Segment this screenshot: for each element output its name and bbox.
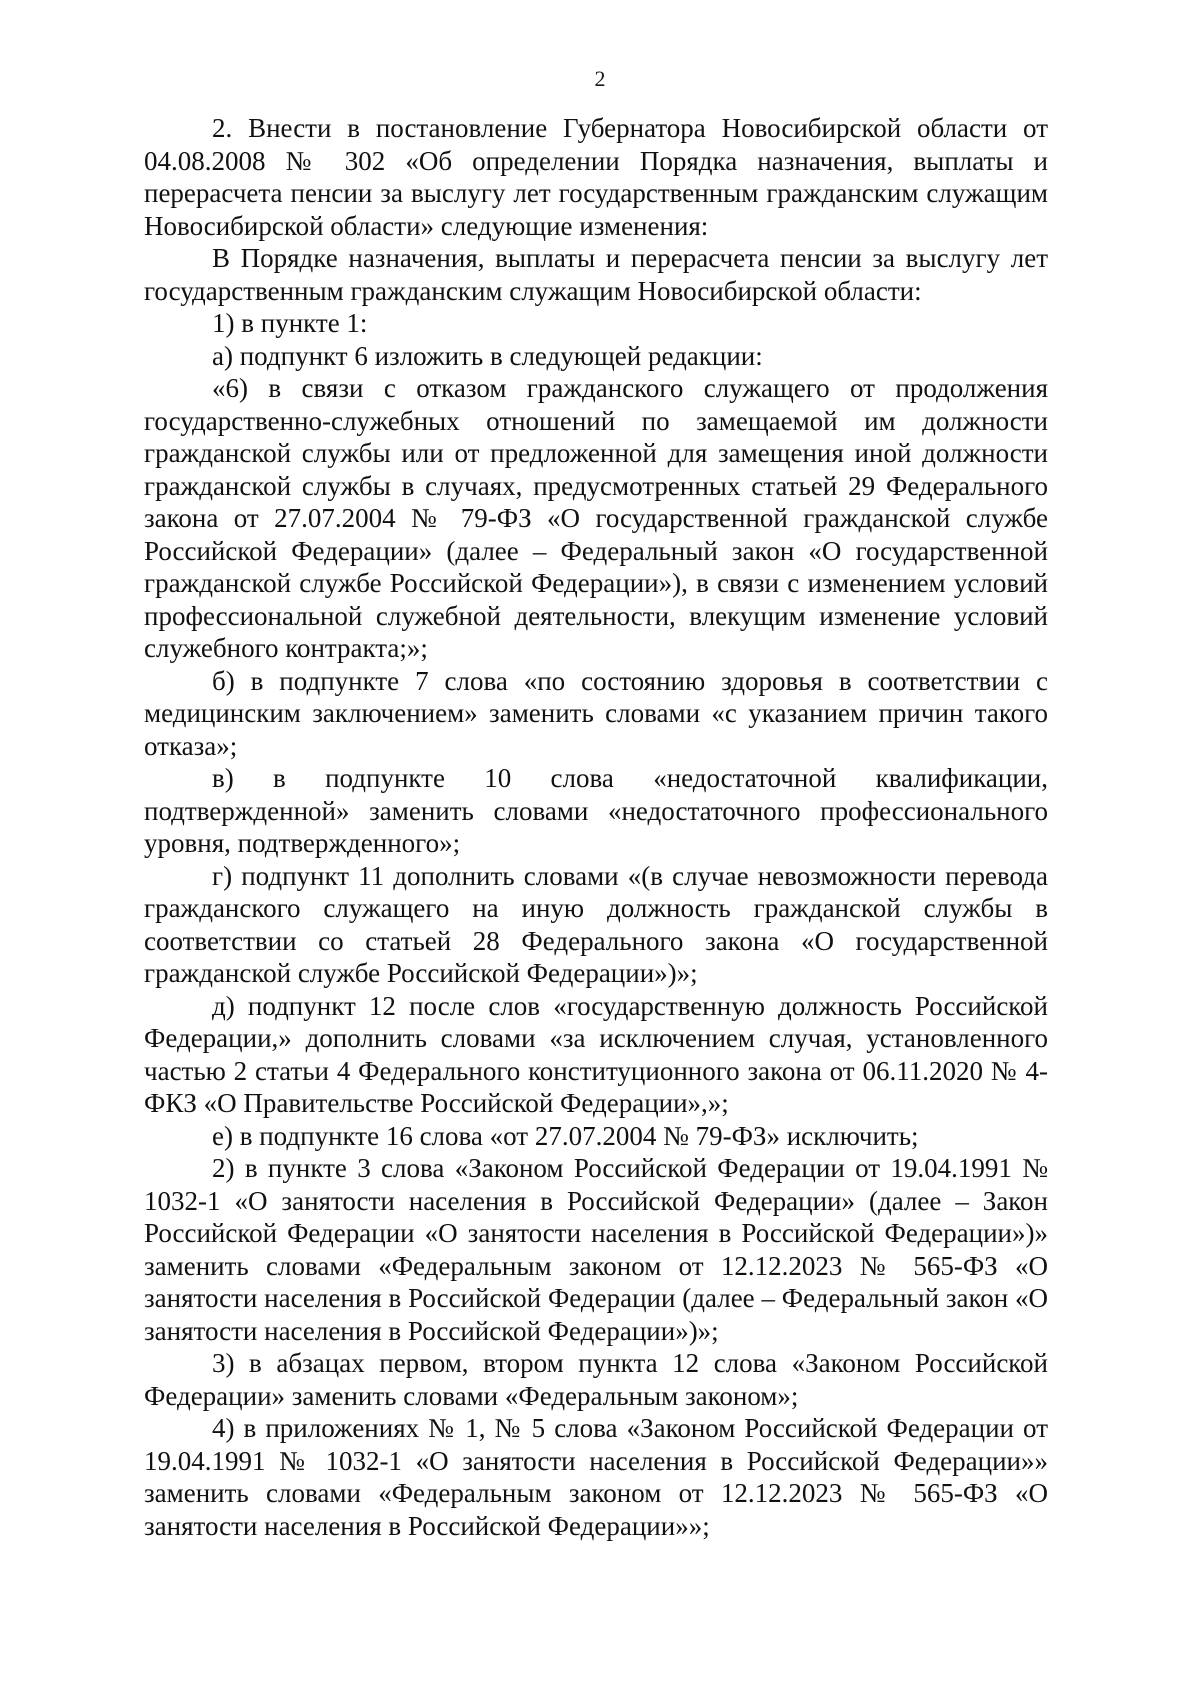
page-number: 2 (594, 66, 606, 91)
paragraph-subitem-b: б) в подпункте 7 слова «по состоянию здоровья в соответствии с медицинским заключением» заменить словами «с указанием причин такого отказа»; (144, 665, 1048, 761)
paragraph-procedure-intro: В Порядке назначения, выплаты и перерасчета пенсии за выслугу лет государственным гражданским служащим Новосибирской области: (144, 243, 1048, 306)
paragraph-point-4: 4) в приложениях № 1, № 5 слова «Законом Российской Федерации от 19.04.1991 № 1032-1 «О занятости населения в Российской Федерации»» заменить словами «Федеральным законом от 12.12.2023 № 565-ФЗ «О занятости населения в Российской Федерации»»; (144, 1413, 1048, 1541)
paragraph-point-3: 3) в абзацах первом, втором пункта 12 слова «Законом Российской Федерации» заменить словами «Федеральным законом»; (144, 1348, 1048, 1411)
paragraph-subitem-v: в) в подпункте 10 слова «недостаточной квалификации, подтвержденной» заменить словами «недостаточного профессионального уровня, подтвержденного»; (144, 763, 1048, 858)
paragraph-point-2: 2) в пункте 3 слова «Законом Российской Федерации от 19.04.1991 № 1032-1 «О занятости населения в Российской Федерации» (далее – Закон Российской Федерации «О занятости населения в Российской Федерации»)» заменить словами «Федеральным законом от 12.12.2023 № 565-ФЗ «О занятости населения в Российской Федерации (далее – Федеральный закон «О занятости населения в Российской Федерации»)»; (144, 1153, 1048, 1346)
paragraph-subitem-e: е) в подпункте 16 слова «от 27.07.2004 № 79-ФЗ» исключить; (212, 1120, 919, 1151)
paragraph-item-2: 2. Внести в постановление Губернатора Новосибирской области от 04.08.2008 № 302 «Об определении Порядка назначения, выплаты и перерасчета пенсии за выслугу лет государственным гражданским служащим Новосибирской области» следующие изменения: (144, 113, 1048, 241)
paragraph-subitem-d: д) подпункт 12 после слов «государственную должность Российской Федерации,» дополнить словами «за исключением случая, установленного частью 2 статьи 4 Федерального конституционного закона от 06.11.2020 № 4-ФКЗ «О Правительстве Российской Федерации»,»; (144, 990, 1048, 1118)
paragraph-subitem-6-text: «6) в связи с отказом гражданского служащего от продолжения государственно-служебных отношений по замещаемой им должности гражданской службы или от предложенной для замещения иной должности гражданской службы в случаях, предусмотренных статьей 29 Федерального закона от 27.07.2004 № 79-ФЗ «О государственной гражданской службе Российской Федерации» (далее – Федеральный закон «О государственной гражданской службе Российской Федерации»), в связи с изменением условий профессиональной служебной деятельности, влекущим изменение условий служебного контракта;»; (144, 373, 1048, 663)
paragraph-subitem-a: а) подпункт 6 изложить в следующей редакции: (212, 340, 763, 371)
paragraph-subitem-g: г) подпункт 11 дополнить словами «(в случае невозможности перевода гражданского служащего на иную должность гражданской службы в соответствии со статьей 28 Федерального закона «О государственной гражданской службе Российской Федерации»)»; (144, 860, 1048, 988)
document-body (144, 112, 1048, 1542)
paragraph-point-1: 1) в пункте 1: (212, 308, 368, 338)
